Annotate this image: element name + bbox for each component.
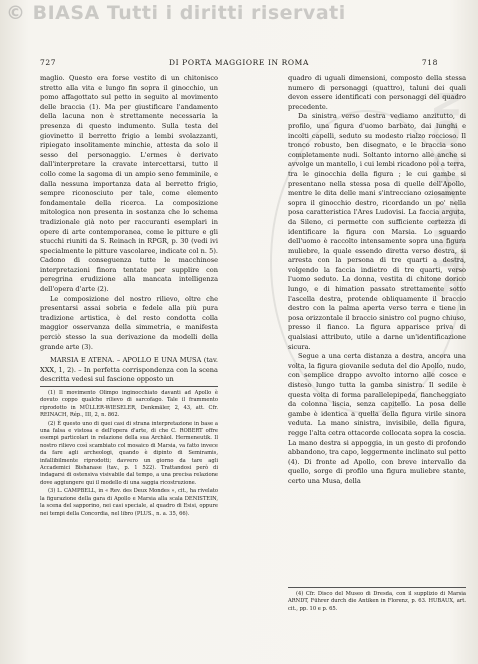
left-footnotes	[40, 386, 218, 519]
running-head	[40, 58, 438, 72]
paragraph: maglio. Questo era forse vestito di un chitonisco stretto alla vita e lungo fin sopra il ginocchio, un pomo affagottato sul petto in seguito al movimento delle braccia (1). Ma per giustificare l'andamento della lacuna non è strettamente necessaria la presenza di questo indumento. Sulla testa del giovinetto il berretto frigio a lembi svolazzanti, ripiegato insolitamente minchie, attesta da solo il sesso del personaggio. L'ermes è derivato dall'interpretare la cravate intercettarsi, tutto il collo come la sagoma di un ampio seno femminile, e dalla nessuna importanza data al berretto frigio, sempre riconosciuto per tale, come elemento fondamentale della ricerca. La composizione mitologica non presenta in sostanza che lo schema tradizionale già noto per raccuranti esemplari in opere di arte contemporanea, come le pitture e gli stucchi riuniti da S. Reinach in RPGR, p. 30 (vedi ivi specialmente le pitture vascolaree, indicate col n. 5). Cadono di conseguenza tutte le macchinose interpretazioni finora tentate per supplire con peregrina erudizione alla mancata intelligenza dell'opera d'arte (2).	[40, 74, 218, 294]
paragraph: Le composizione del nostro rilievo, oltre che presentarsi assai sobria e fedele alla più pura tradizione artistica, è del resto condotta colla maggior osservanza della simmetria, e manifesta perciò stesso la sua derivazione da modelli della grande arte (3).	[40, 294, 218, 351]
right-column	[288, 74, 466, 487]
paragraph: quadro di uguali dimensioni, composto della stessa numero di personaggi (quattro), taluni dei quali devon essere identificati con personaggi del quadro precedente.	[288, 74, 466, 111]
footnote: (4) Cfr. Disco del Museo di Dresda, con il supplizio di Marsia ARNDT, Führer durch die Antiken in Florenz, p. 63. HUBAUX, art. cit., pp. 10 e p. 65.	[288, 591, 466, 612]
footnote: (3) L. CAMPBELL, in « Rev. des Deux Mondes », cit., ha rivelato la figurazione della gara di Apollo e Marsia alla scala DENISTEIN, la scena del sapporino, nei casi speciale, al quadro di Esisi, oppure nei tempi della Concordia, nel libro (PLUS., n. a. 35, 66).	[40, 488, 218, 517]
footnote: (2) È questo uno di quei casi di strana interpretazione in base a una falsa e vistosa e dell'opera d'arte, di che C. ROBERT offre esempi particolari in relazione della sua Archäol. Hermeneutik. Il nostro rilievo così scambiato col mosaico di Marsia, va fatto invece da fare agli archeologi, quando è dipinto di Semiramis, infallibilmente riprodotti; davvero un giorno da tare agli Accademici Bishanase (tav., p. 1 522). Trattandosi però di indagarsi di ostensiva visivabile dal tempo, a una precisa relazione dove aggiungere qui il modello di una saggia ricostruzione.	[40, 420, 218, 486]
running-title: DI PORTA MAGGIORE IN ROMA	[169, 58, 309, 67]
watermark: © BIASA Tutti i diritti riservati	[6, 2, 346, 24]
left-column	[40, 74, 218, 385]
footnote: (1) Il movimento Olimpo inginocchiato davanti ad Apollo è dovuto coppo qualche rilievo di sarcofago. Tale il frammento riprodotto in MÜLLER-WIESELER, Denkmäler, 2, 43, att. Cfr. REINACH, Rép., III, 2, n. 862.	[40, 390, 218, 419]
right-footnotes	[288, 587, 466, 614]
paragraph: Segue a una certa distanza a destra, ancora una volta, la figura giovanile seduta del dio Apollo, nudo, con semplice drappo avvolto intorno alle cosce e disteso lungo tutta la gamba sinistra. Il sedile è questa volta di forma parallelepipeda, fiancheggiato da colonna liscia, senza capitello. La posa delle gambe è identica a quella della figura virile sinora veduta. La mano sinistra, invisibile, della figura, regge l'alta cetra ottacorde collocata sopra la coscia. La mano destra si appoggia, in un gesto di profondo abbandono, tra capo, leggermente inclinato sul petto (4). Di fronte ad Apollo, con breve intervallo da quello, sorge di profilo una figura muliebre stante, certo una Musa, della	[288, 352, 466, 485]
watermark-vertical: NOCHARTS	[425, 90, 465, 300]
section-heading-paragraph: MARSIA E ATENA. – APOLLO E UNA MUSA (tav. XXX, 1, 2). – In perfetta corrispondenza con la scena descritta vedesi sul fascione opposto un	[40, 356, 218, 384]
paragraph: Da sinistra verso destra vediamo anzitutto, di profilo, una figura d'uomo barbato, dai lunghi e incolti capelli, seduto su modesto rialzo roccioso. Il tronco robusto, ben disegnato, e le braccia sono completamente nudi. Soltanto intorno alle anche si avvolge un mantello, i cui lembi ricadono poi a terra, tra le ginocchia della figura ; le cui gambe si presentano nella stessa posa di quelle dell'Apollo, mentre le dita delle mani s'intrecciano oziosamente sopra il ginocchio destro, ricordando un po' nella posa caratteristica l'Ares Ludovisi. La faccia arguta, da Sileno, ci permette con sufficiente certezza di identificare la figura con Marsia. Lo sguardo dell'uomo è raccolto intensamente sopra una figura muliebre, la quale essendo diretta verso destra, si arresta con la persona di tre quarti a destra, volgendo la faccia indietro di tre quarti, verso l'uomo seduto. La donna, vestita di chitone dorico lungo, e di himation passato strettamente sotto l'ascella destra, protende obliquamente il braccio destro con la palma aperta verso terra e tiene in posa orizzontale il braccio sinistro col pugno chiuso, presso il fianco. La figura apparisce priva di qualsiasi attributo, utile a darne un'identificazione sicura.	[288, 112, 466, 351]
page-number-right: 718	[421, 58, 438, 67]
page-number-left: 727	[40, 58, 57, 67]
